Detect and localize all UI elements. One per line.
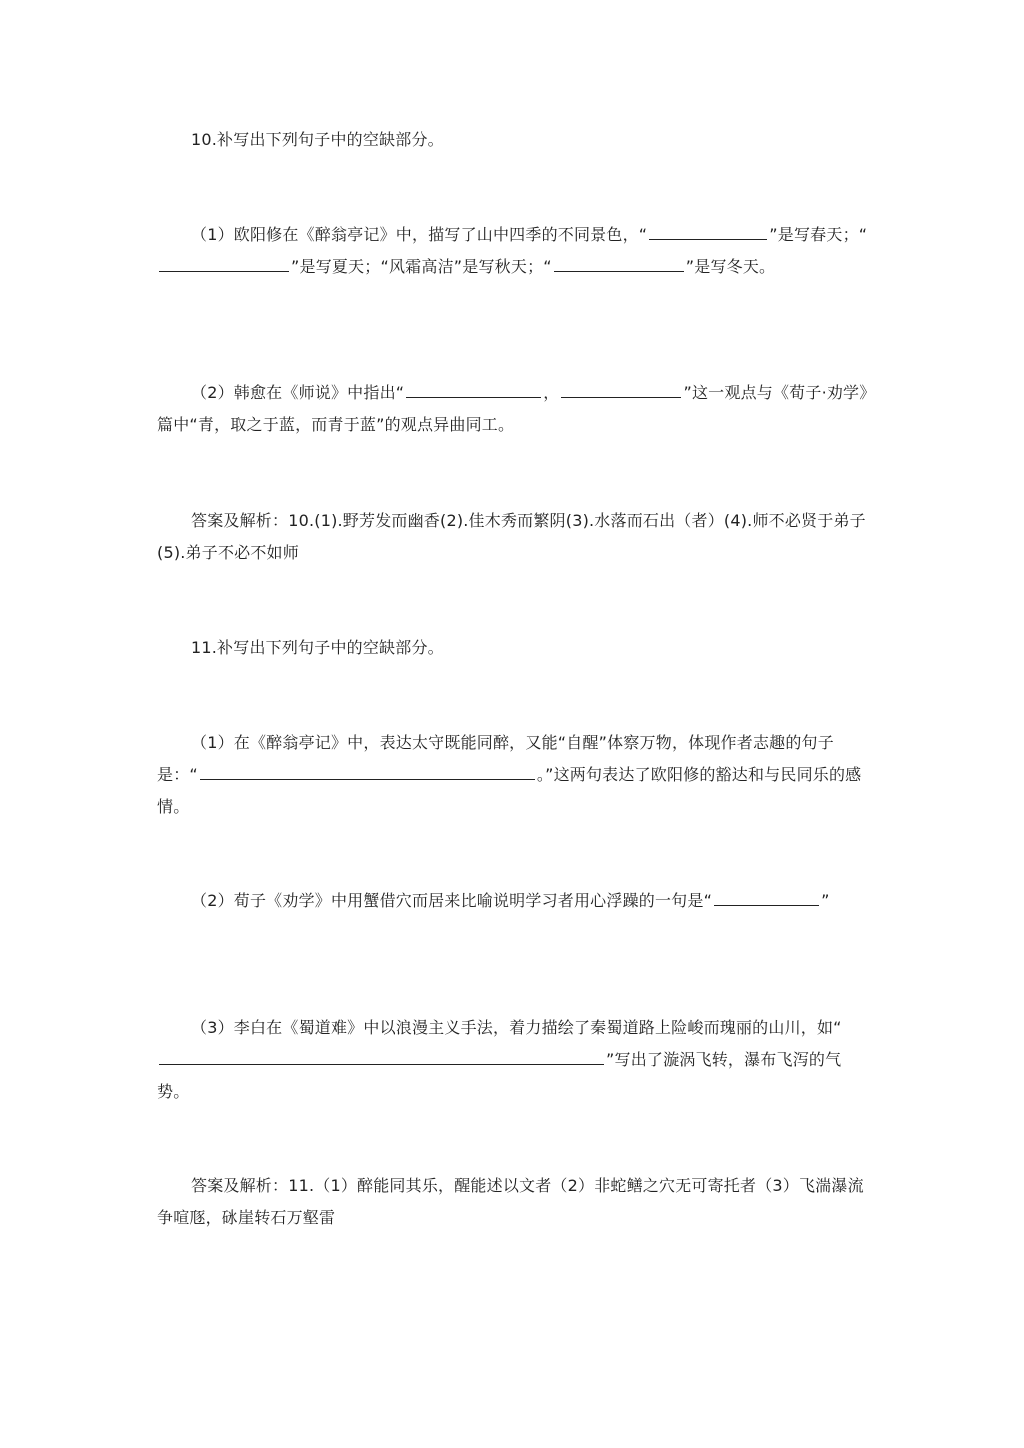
q10-s1-text-d: ”是写冬天。 [685,257,776,276]
q10-s2-text-b: ， [543,383,560,402]
q10-s2-text-a: （2）韩愈在《师说》中指出“ [191,383,405,402]
q10-sentence-1 [157,219,869,283]
blank-7 [714,887,819,906]
q11-s1-text-a: （1）在《醉翁亭记》中，表达太守既能同醉，又能“自醒”体察万物，体现作者志趣的句子是：“ [157,733,834,784]
blank-1 [649,221,767,240]
q11-s1-text-b: 。”这两句表达了欧阳修的豁达和与民同乐的感情。 [157,765,862,816]
q10-s1-text-b: ”是写春天；“ [769,225,868,244]
q10-s1-text-c: ”是写夏天；“风霜高洁”是写秋天；“ [291,257,552,276]
q11-s3-text-b: ”写出了漩涡飞转，瀑布飞泻的气势。 [157,1050,842,1101]
q11-sentence-2 [157,885,869,917]
q10-title: 10.补写出下列句子中的空缺部分。 [191,130,444,149]
q11-answer: 答案及解析：11.（1）醉能同其乐，醒能述以文者（2）非蛇鳝之穴无可寄托者（3）飞湍瀑流争喧豗，砯崖转石万壑雷 [157,1176,864,1227]
q11-s2-text-b: ” [821,891,830,910]
q11-sentence-1 [157,727,869,823]
blank-5 [561,379,681,398]
blank-6 [200,761,535,780]
blank-4 [406,379,541,398]
q11-title: 11.补写出下列句子中的空缺部分。 [191,638,444,657]
q10-answer: 答案及解析：10.(1).野芳发而幽香(2).佳木秀而繁阴(3).水落而石出（者）(4).师不必贤于弟子(5).弟子不必不如师 [157,511,866,562]
blank-2 [159,253,289,272]
q10-sentence-2 [157,377,869,441]
q11-s3-text-a: （3）李白在《蜀道难》中以浪漫主义手法，着力描绘了秦蜀道路上险峻而瑰丽的山川，如“ [191,1018,842,1037]
q11-sentence-3 [157,1012,869,1108]
q11-s2-text-a: （2）荀子《劝学》中用蟹借穴而居来比喻说明学习者用心浮躁的一句是“ [191,891,713,910]
blank-3 [554,253,684,272]
q10-s2-text-c: ”这一观点与《荀子·劝学》篇中“青，取之于蓝，而青于蓝”的观点异曲同工。 [157,383,868,434]
blank-8 [159,1046,604,1065]
q10-s1-text-a: （1）欧阳修在《醉翁亭记》中，描写了山中四季的不同景色，“ [191,225,648,244]
